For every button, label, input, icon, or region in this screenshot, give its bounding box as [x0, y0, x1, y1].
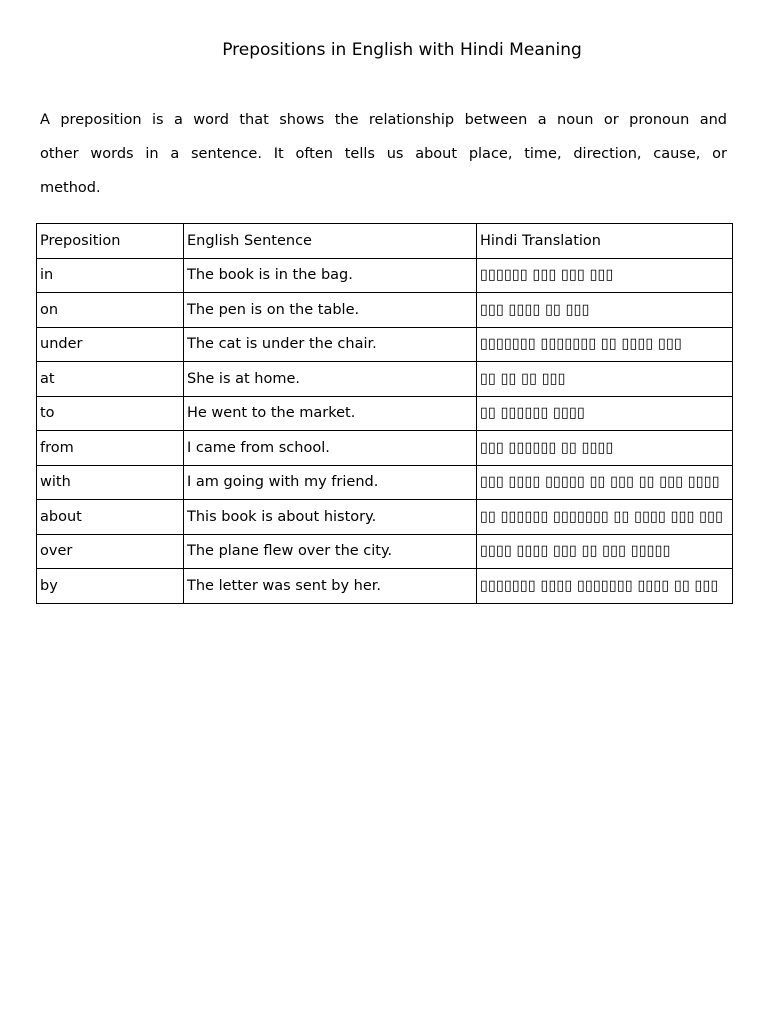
- table-row: [37, 362, 733, 397]
- table-row: [37, 534, 733, 569]
- english-sentence-cell: The pen is on the table.: [184, 293, 477, 328]
- header-hindi-translation: Hindi Translation: [477, 224, 733, 259]
- hindi-translation-cell: ▯▯ ▯▯▯▯▯▯ ▯▯▯▯▯▯▯ ▯▯ ▯▯▯▯ ▯▯▯ ▯▯▯: [477, 500, 733, 535]
- table-row: [37, 500, 733, 535]
- page-title: Prepositions in English with Hindi Meaning: [222, 40, 582, 60]
- hindi-translation-cell: ▯▯▯ ▯▯▯▯ ▯▯▯▯▯ ▯▯ ▯▯▯ ▯▯ ▯▯▯ ▯▯▯▯: [477, 465, 733, 500]
- header-english-sentence: English Sentence: [184, 224, 477, 259]
- hindi-translation-cell: ▯▯▯▯▯▯▯ ▯▯▯▯ ▯▯▯▯▯▯▯ ▯▯▯▯ ▯▯ ▯▯▯: [477, 569, 733, 604]
- table-row: [37, 327, 733, 362]
- preposition-cell: about: [37, 500, 184, 535]
- table-row: [37, 293, 733, 328]
- english-sentence-cell: I am going with my friend.: [184, 465, 477, 500]
- table-row: [37, 465, 733, 500]
- hindi-translation-cell: ▯▯▯▯▯▯▯ ▯▯▯▯▯▯▯ ▯▯ ▯▯▯▯ ▯▯▯: [477, 327, 733, 362]
- preposition-cell: over: [37, 534, 184, 569]
- preposition-cell: to: [37, 396, 184, 431]
- table-header-row: [37, 224, 733, 259]
- preposition-cell: from: [37, 431, 184, 466]
- preposition-table: [36, 223, 733, 604]
- english-sentence-cell: The book is in the bag.: [184, 258, 477, 293]
- english-sentence-cell: This book is about history.: [184, 500, 477, 535]
- preposition-cell: with: [37, 465, 184, 500]
- english-sentence-cell: The letter was sent by her.: [184, 569, 477, 604]
- hindi-translation-cell: ▯▯▯ ▯▯▯▯ ▯▯ ▯▯▯: [477, 293, 733, 328]
- preposition-cell: on: [37, 293, 184, 328]
- preposition-cell: in: [37, 258, 184, 293]
- hindi-translation-cell: ▯▯▯▯ ▯▯▯▯ ▯▯▯ ▯▯ ▯▯▯ ▯▯▯▯▯: [477, 534, 733, 569]
- hindi-translation-cell: ▯▯▯▯▯▯ ▯▯▯ ▯▯▯ ▯▯▯: [477, 258, 733, 293]
- intro-paragraph: A preposition is a word that shows the relationship between a noun or pronoun and other words in a sentence. It often tells us about place, time, direction, cause, or method.: [40, 112, 727, 196]
- hindi-translation-cell: ▯▯ ▯▯▯▯▯▯ ▯▯▯▯: [477, 396, 733, 431]
- table-row: [37, 396, 733, 431]
- english-sentence-cell: He went to the market.: [184, 396, 477, 431]
- table-row: [37, 258, 733, 293]
- preposition-cell: by: [37, 569, 184, 604]
- header-preposition: Preposition: [37, 224, 184, 259]
- hindi-translation-cell: ▯▯▯ ▯▯▯▯▯▯ ▯▯ ▯▯▯▯: [477, 431, 733, 466]
- english-sentence-cell: I came from school.: [184, 431, 477, 466]
- preposition-cell: under: [37, 327, 184, 362]
- english-sentence-cell: She is at home.: [184, 362, 477, 397]
- english-sentence-cell: The cat is under the chair.: [184, 327, 477, 362]
- hindi-translation-cell: ▯▯ ▯▯ ▯▯ ▯▯▯: [477, 362, 733, 397]
- preposition-cell: at: [37, 362, 184, 397]
- table-row: [37, 569, 733, 604]
- table-row: [37, 431, 733, 466]
- english-sentence-cell: The plane flew over the city.: [184, 534, 477, 569]
